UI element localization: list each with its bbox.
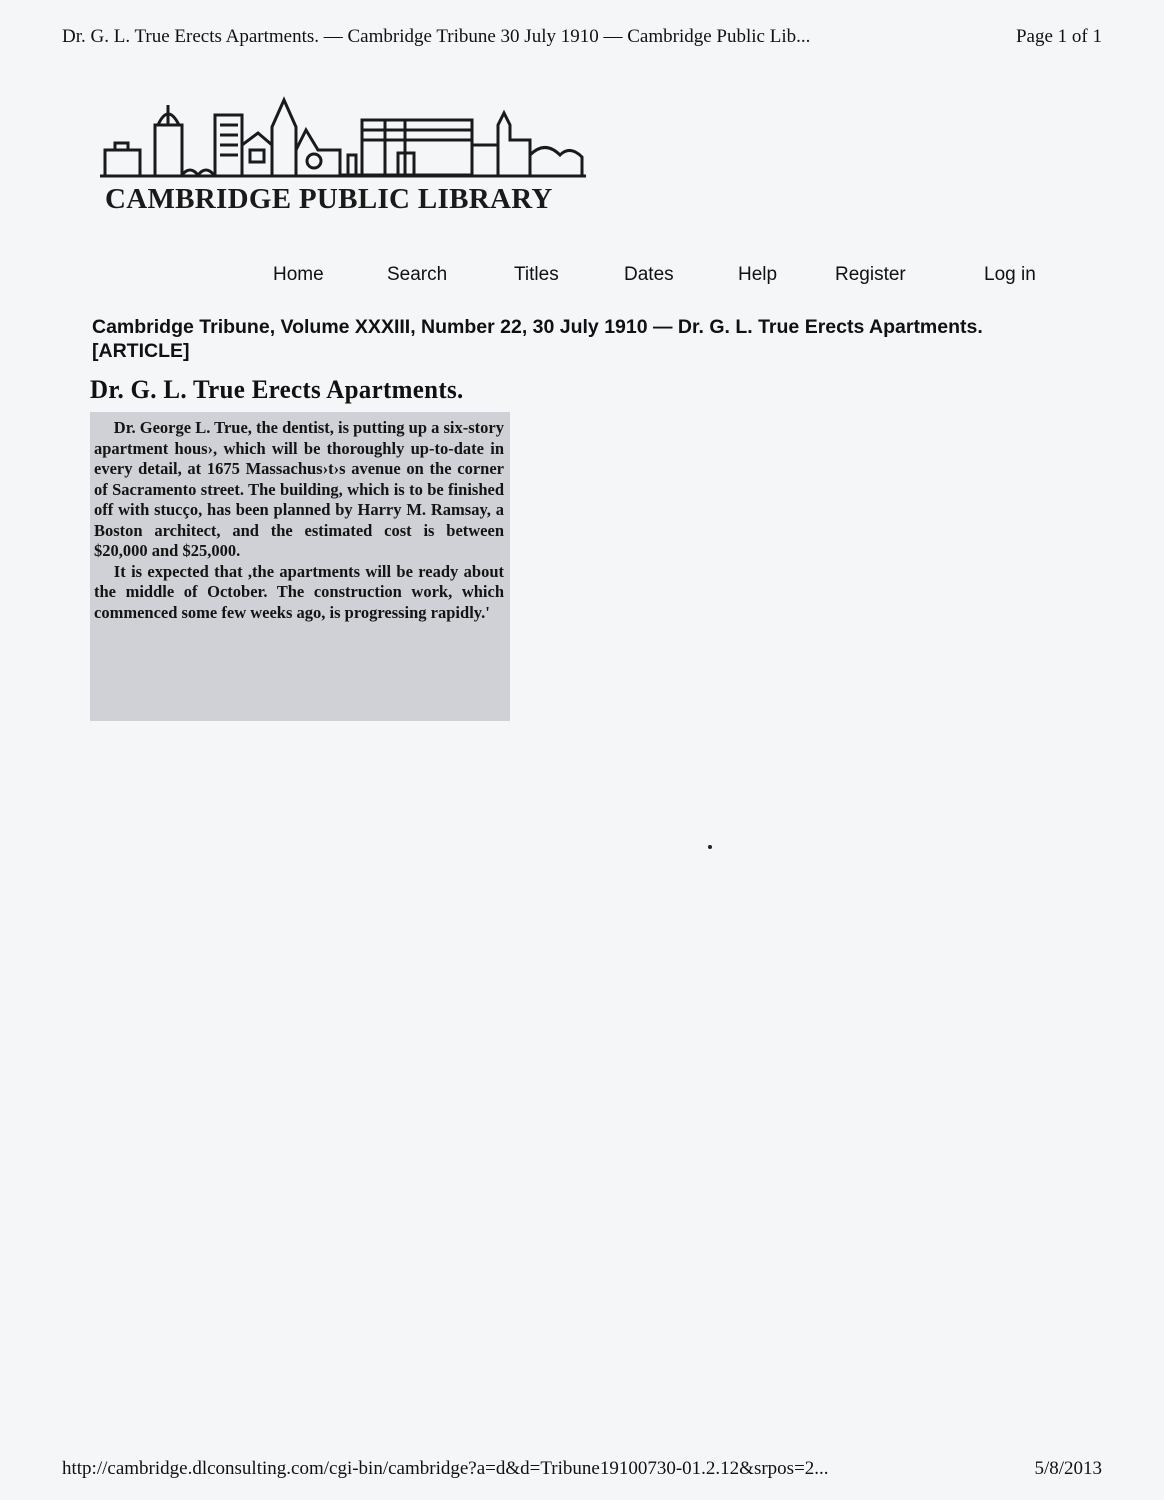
nav-titles-link[interactable]: Titles bbox=[514, 264, 559, 285]
nav-home-link[interactable]: Home bbox=[273, 264, 324, 285]
print-footer bbox=[62, 1458, 1102, 1480]
article-clipping bbox=[90, 376, 510, 721]
article-title: Cambridge Tribune, Volume XXXIII, Number 22, 30 July 1910 — Dr. G. L. True Erects Apartments. [ARTICLE] bbox=[92, 316, 983, 362]
clipping-paragraph: It is expected that ,the apartments will be ready about the middle of October. The construction work, which commenced some few weeks ago, is progressing rapidly.' bbox=[94, 561, 504, 622]
print-header-title: Dr. G. L. True Erects Apartments. — Cambridge Tribune 30 July 1910 — Cambridge Public Lib... bbox=[62, 26, 811, 47]
clipping-body bbox=[90, 412, 510, 721]
print-header bbox=[62, 26, 1102, 48]
clipping-paragraph: Dr. George L. True, the dentist, is putting up a six-story apartment hous›, which will be thoroughly up-to-date in every detail, at 1675 Massachus›t›s avenue on the corner of Sacramento street. The building, which is to be finished off with stucço, has been planned by Harry M. Ramsay, a Boston architect, and the estimated cost is between $20,000 and $25,000. bbox=[94, 418, 505, 560]
stray-dot bbox=[708, 845, 712, 849]
print-footer-url: http://cambridge.dlconsulting.com/cgi-bin/cambridge?a=d&d=Tribune19100730-01.2.12&srpos=2... bbox=[62, 1458, 829, 1479]
nav-login-link[interactable]: Log in bbox=[984, 264, 1036, 285]
print-footer-date: 5/8/2013 bbox=[1034, 1458, 1102, 1479]
library-logo[interactable] bbox=[100, 95, 590, 225]
nav-help-link[interactable]: Help bbox=[738, 264, 778, 285]
skyline-logo-icon bbox=[100, 95, 590, 180]
library-logo-text: CAMBRIDGE PUBLIC LIBRARY bbox=[105, 183, 553, 215]
main-nav bbox=[0, 264, 1164, 290]
nav-register-link[interactable]: Register bbox=[835, 264, 906, 285]
clipping-headline: Dr. G. L. True Erects Apartments. bbox=[90, 376, 464, 405]
nav-dates-link[interactable]: Dates bbox=[624, 264, 674, 285]
print-header-page: Page 1 of 1 bbox=[1015, 26, 1102, 47]
nav-search-link[interactable]: Search bbox=[387, 264, 448, 285]
